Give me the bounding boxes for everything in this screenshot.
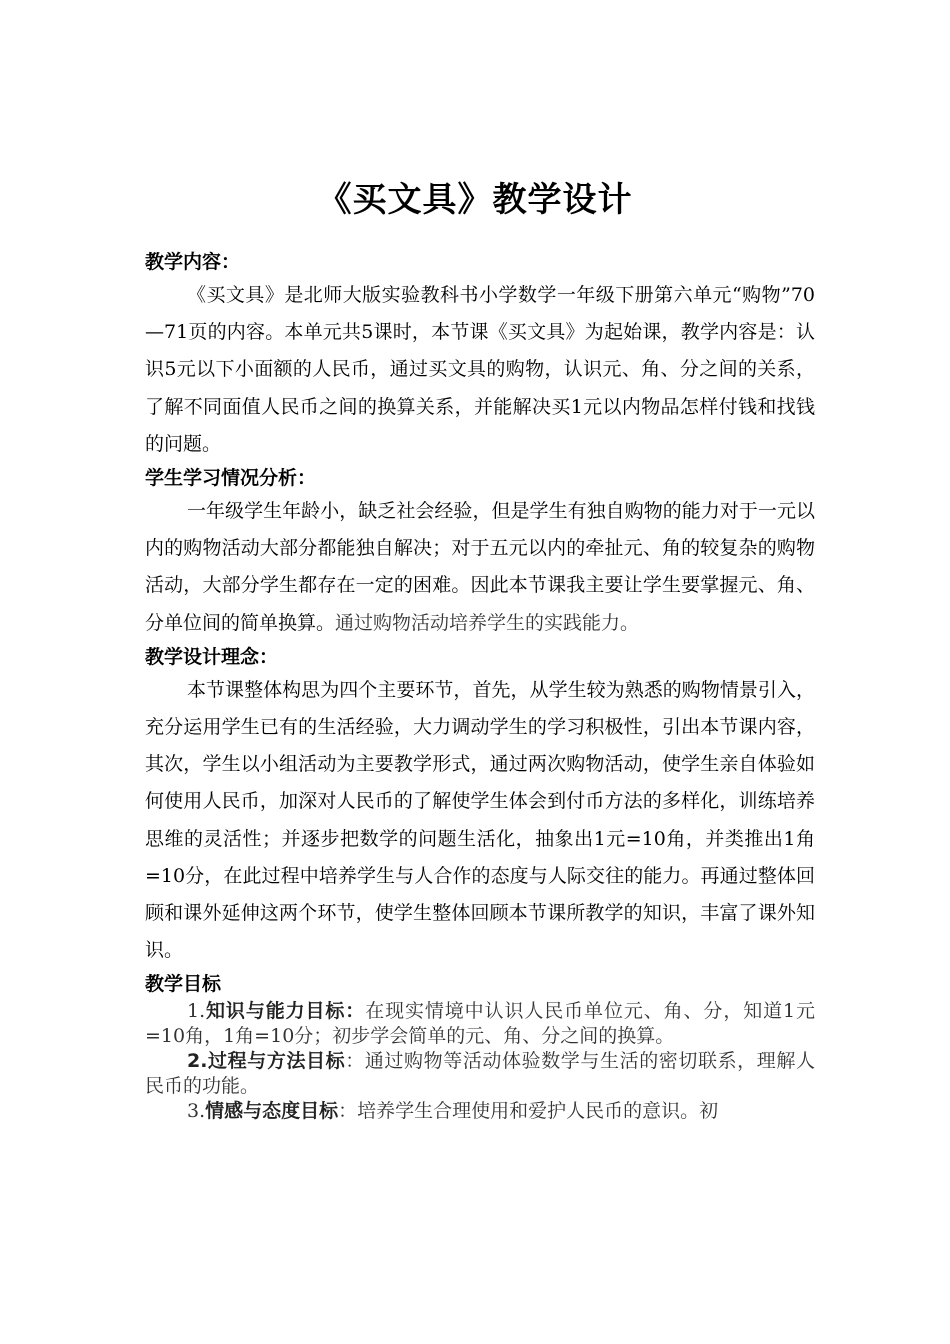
goal-text: 在现实情境中认识人民币单位元、角、分，知道1元=10角，1角=10分；初步学会简单的元、角、分之间的换算。 — [145, 1000, 815, 1048]
section-heading: 学生学习情况分析： — [145, 467, 317, 490]
section-teaching-content — [145, 247, 815, 463]
section-paragraph — [145, 493, 815, 642]
section-paragraph: 本节课整体构思为四个主要环节，首先，从学生较为熟悉的购物情景引入，充分运用学生已有的生活经验，大力调动学生的学习积极性，引出本节课内容，其次，学生以小组活动为主要教学形式，通过两次购物活动，使学生亲自体验如何使用人民币，加深对人民币的了解使学生体会到付币方法的多样化，训练培养思维的灵活性；并逐步把数学的问题生活化，抽象出1元=10角，并类推出1角=10分，在此过程中培养学生与人合作的态度与人际交往的能力。再通过整体回顾和课外延伸这两个环节，使学生整体回顾本节课所教学的知识，丰富了课外知识。 — [145, 678, 815, 962]
goal-number: 2. — [187, 1050, 208, 1073]
section-heading: 教学内容： — [145, 251, 241, 273]
document-title: 《买文具》教学设计 — [317, 180, 633, 220]
goal-number: 3. — [187, 1100, 206, 1123]
section-design-concept — [145, 642, 815, 970]
goal-text: ：培养学生合理使用和爱护人民币的意识。初 — [338, 1100, 719, 1123]
goal-label: 知识与能力目标： — [205, 1000, 366, 1023]
goal-number: 1. — [187, 1000, 206, 1023]
section-heading: 教学目标 — [145, 973, 222, 996]
section-heading: 教学设计理念： — [145, 645, 279, 668]
document-body — [145, 247, 815, 1124]
paragraph-main-text: 一年级学生年龄小，缺乏社会经验，但是学生有独自购物的能力对于一元以内的购物活动大部分都能独自解决；对于五元以内的牵扯元、角的较复杂的购物活动，大部分学生都存在一定的困难。因此本节课我主要让学生要掌握元、角、分单位间的简单换算。 — [145, 500, 815, 634]
goal-label: 过程与方法目标 — [207, 1050, 346, 1073]
goal-item-3 — [145, 1099, 815, 1124]
goal-item-1 — [145, 999, 815, 1049]
section-student-analysis — [145, 463, 815, 642]
paragraph-tail-text: 通过购物活动培养学生的实践能力。 — [335, 611, 640, 634]
goal-label: 情感与态度目标 — [205, 1100, 339, 1123]
goal-text: ：通过购物等活动体验数学与生活的密切联系，理解人民币的功能。 — [145, 1050, 815, 1098]
section-teaching-goals — [145, 969, 815, 1124]
goal-item-2 — [145, 1049, 815, 1099]
section-paragraph: 《买文具》是北师大版实验教科书小学数学一年级下册第六单元“购物”70—71页的内容。本单元共5课时，本节课《买文具》为起始课，教学内容是：认识5元以下小面额的人民币，通过买文具的购物，认识元、角、分之间的关系，了解不同面值人民币之间的换算关系，并能解决买1元以内物品怎样付钱和找钱的问题。 — [145, 284, 815, 455]
